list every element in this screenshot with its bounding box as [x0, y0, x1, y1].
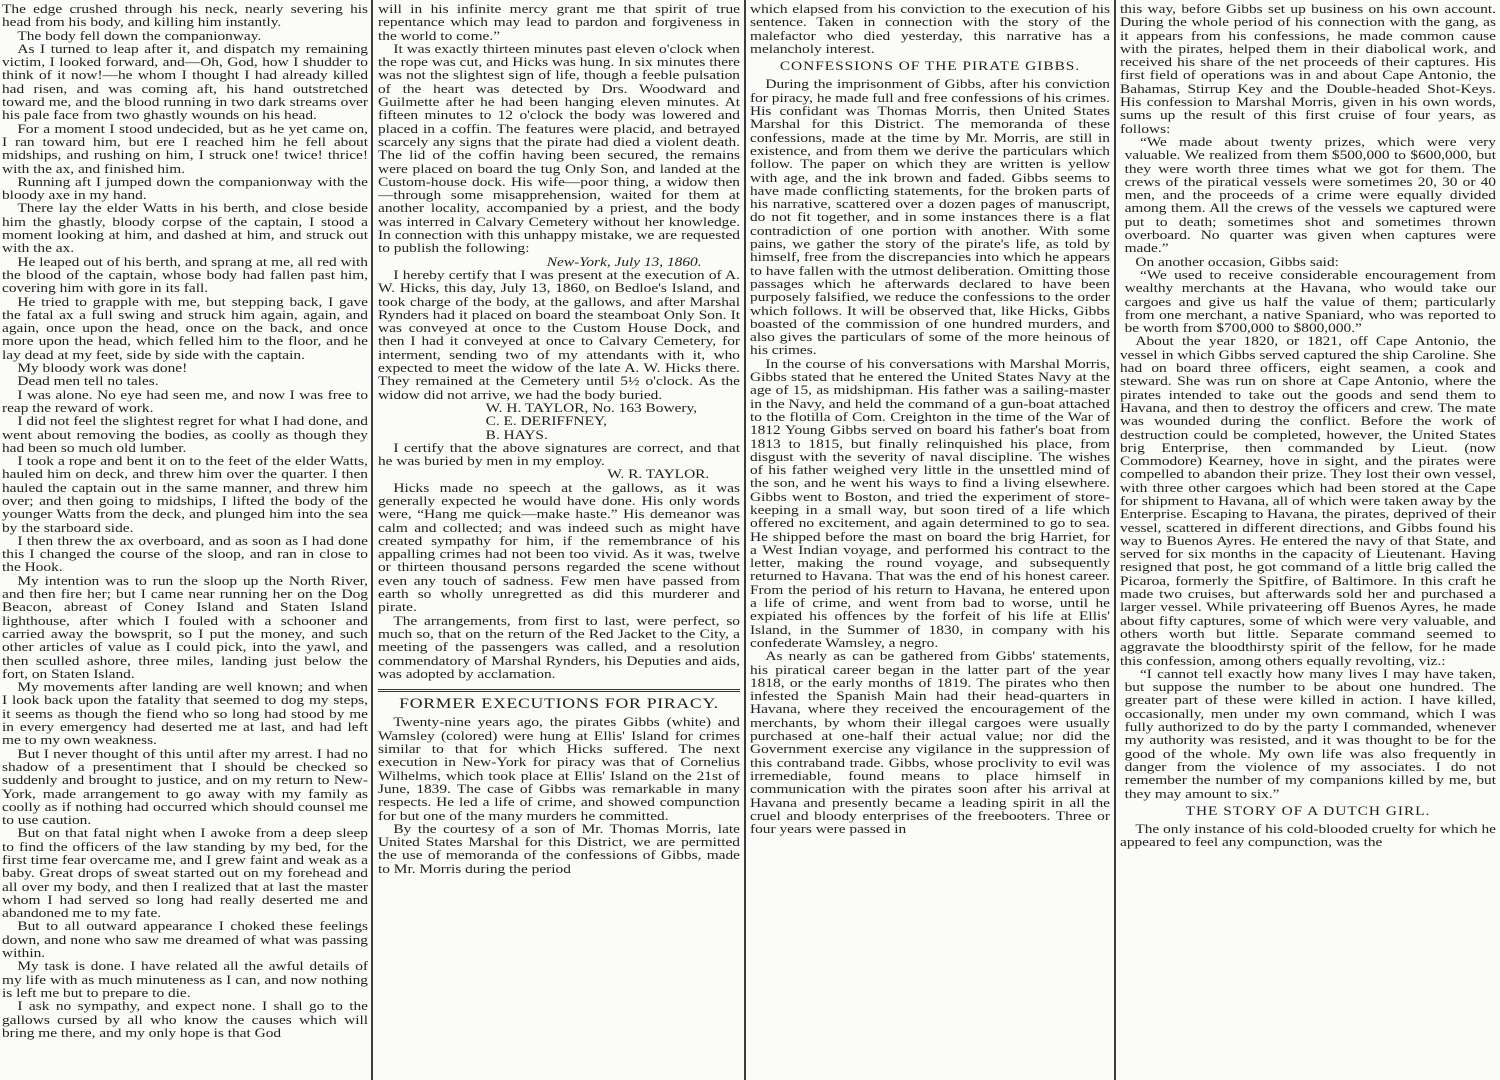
- continuation-paragraph: will in his infinite mercy grant me that spirit of true repentance which may lead to pardon and forgiveness in the world to come.”: [378, 2, 740, 43]
- paragraph: There lay the elder Watts in his berth, and close beside him the ghastly, bloody corpse of the captain, I stood a moment looking at him, and dashed at him, and struck out with the ax.: [2, 201, 368, 256]
- continuation-paragraph: The edge crushed through his neck, nearly severing his head from his body, and killing him instantly.: [2, 2, 368, 30]
- signature: C. E. DERIFFNEY,: [485, 414, 607, 429]
- attestation-signature: W. R. TAYLOR.: [607, 467, 710, 482]
- column-rule: [1114, 0, 1116, 1080]
- quote: “We used to receive considerable encouragement from wealthy merchants at the Havana, who would take our cargoes and give us half the value of them; particularly from one merchant, a native Spaniard, who was reported to be worth from $700,000 to $800,000.”: [1124, 267, 1496, 336]
- paragraph: But to all outward appearance I choked these feelings down, and none who saw me dreamed of what was passing within.: [2, 919, 368, 961]
- paragraph: It was exactly thirteen minutes past eleven o'clock when the rope was cut, and Hicks was hung. In six minutes there was not the slightest sign of life, though a feeble pulsation of the heart was detected by Drs. Woodward and Guilmette after he had been hanging eleven minutes. At fifteen minutes to 12 o'clock the body was lowered and placed in a coffin. The features were placid, and betrayed scarcely any signs that the pirate had died a violent death. The lid of the coffin having been secured, the remains were placed on board the tug Only Son, and landed at the Custom-house dock. His wife—poor thing, a widow then—through some misapprehension, waited for them at another locality, accompanied by a priest, and the body was interred in Calvary Cemetery without her knowledge. In connection with this unhappy mistake, we are requested to publish the following:: [378, 41, 740, 256]
- paragraph: Dead men tell no tales.: [17, 374, 159, 389]
- paragraph: During the imprisonment of Gibbs, after his conviction for piracy, he made full and free confessions of his crimes. His confidant was Thomas Morris, then United States Marshal for this District. The memoranda of these confessions, made at the time by Mr. Morris, are still in existence, and from them we derive the particulars which follow. The paper on which they are written is yellow with age, and the ink brown and faded. Gibbs seems to have made conflicting statements, for the broken parts of his narrative, scattered over a dozen pages of manuscript, do not fit together, and in some instances there is a flat contradiction of one portion with another. With some pains, we gather the story of the pirate's life, as told by himself, free from the discrepancies into which he appears to have fallen with the utmost deliberation. Omitting those passages which he afterwards declared to have been purposely falsified, we reduce the confessions to the order which follows. It will be observed that, like Hicks, Gibbs boasted of the commission of one hundred murders, and also gives the particulars of some of the more heinous of his crimes.: [750, 77, 1110, 358]
- paragraph: My task is done. I have related all the awful details of my life with as much minuteness as I can, and now nothing is left me but to prepare to die.: [2, 959, 368, 1000]
- paragraph: I hereby certify that I was present at the execution of A. W. Hicks, this day, July 13, 1860, on Bedloe's Island, and took charge of the body, at the gallows, and after Marshal Rynders had it placed on board the steamboat Only Son. It was conveyed at once to the Custom House Dock, and then I had it conveyed at once to Calvary Cemetery, for interment, sending two of my attendants with it, who expected to meet the widow of the late A. W. Hicks there. They remained at the Cemetery until 5½ o'clock. As the widow did not arrive, we had the body buried.: [378, 267, 740, 402]
- paragraph: I took a rope and bent it on to the feet of the elder Watts, hauled him on deck, and threw him over the quarter. I then hauled the captain out in the same manner, and threw him over; and then going to midships, I lifted the body of the younger Watts from the deck, and plunged him into the sea by the starboard side.: [2, 454, 368, 535]
- column-2: [378, 0, 740, 1080]
- paragraph: He tried to grapple with me, but stepping back, I gave the fatal ax a full swing and struck him again, again, and again, once upon the head, once on the back, and once more upon the head, which felled him to the floor, and he lay dead at my feet, side by side with the captain.: [2, 294, 368, 362]
- subheading: THE STORY OF A DUTCH GIRL.: [1185, 803, 1431, 818]
- paragraph: He leaped out of his berth, and sprang at me, all red with the blood of the captain, whose body had fallen past him, covering him with gore in its fall.: [2, 254, 368, 296]
- paragraph: About the year 1820, or 1821, off Cape Antonio, the vessel in which Gibbs served captured the ship Caroline. She had on board three officers, eight seamen, a cook and steward. She was run on shore at Cape Antonio, where the pirates intended to take out the goods and send them to Havana, and then to destroy the officers and crew. The mate was wounded during the conflict. Before the work of destruction could be completed, however, the United States brig Enterprise, then commanded by Lieut. (now Commodore) Kearney, hove in sight, and the pirates were compelled to abandon their prize. They lost their own vessel, with three other cargoes which had been stored at the Cape for shipment to Havana, all of which were taken away by the Enterprise. Escaping to Havana, the pirates, deprived of their vessel, scattered in different directions, and Gibbs found his way to Buenos Ayres. He entered the navy of that State, and served for six months in the capacity of Lieutenant. Having resigned that post, he got command of a little brig called the Picaroa, formerly the Spitfire, of Baltimore. In this craft he made two cruises, but afterwards sold her and purchased a larger vessel. While privateering off Buenos Ayres, he made about fifty captures, some of which were very valuable, and others worth but little. Separate command seemed to aggravate the bloodthirsty spirit of the fellow, for he made this confession, among others equally revolting, viz.:: [1120, 334, 1496, 668]
- column-4: [1120, 0, 1496, 1080]
- paragraph: The only instance of his cold-blooded cruelty for which he appeared to feel any compunction, was the: [1120, 822, 1496, 850]
- paragraph: In the course of his conversations with Marshal Morris, Gibbs stated that he entered the United States Navy at the age of 15, as midshipman. His father was a sailing-master in the Navy, and held the command of a gun-boat attached to the flotilla of Com. Creighton in the time of the War of 1812 Young Gibbs served on board his father's boat from 1813 to 1815, but finally relinquished his place, from disgust with the severity of naval discipline. The wishes of his father weighed very little in the unsettled mind of the son, and he went his ways to find a living elsewhere. Gibbs went to Boston, and tried the experiment of store-keeping in a small way, but soon tired of a life which offered no excitement, and again determined to go to sea. He shipped before the mast on board the brig Harriet, for a West Indian voyage, and performed his contract to the letter, making the round voyage, and subsequently returned to Havana. That was the end of his honest career. From the period of his return to Havana, he entered upon a life of crime, and went from bad to worse, until he expiated his offences by the forfeit of his life at Ellis' Island, in the Summer of 1830, in company with his confederate Wamsley, a negro.: [750, 356, 1110, 650]
- article-heading: FORMER EXECUTIONS FOR PIRACY.: [378, 689, 740, 711]
- paragraph: Twenty-nine years ago, the pirates Gibbs (white) and Wamsley (colored) were hung at Ellis' Island for crimes similar to that for which Hicks suffered. The next execution in New-York for piracy was that of Cornelius Wilhelms, which took place at Ellis' Island on the 21st of June, 1839. The case of Gibbs was remarkable in many respects. He led a life of crime, and showed compunction for but one of the many murders he committed.: [378, 715, 740, 823]
- quote: “I cannot tell exactly how many lives I may have taken, but suppose the number to be about one hundred. The greater part of these were killed in action. I have killed, occasionally, men under my own command, which I was fully authorized to do by the party I commanded, whenever my authority was resisted, and it was thought to be for the good of the whole. My own life was also frequently in danger from the violence of my associates. I do not remember the number of my companions killed by me, but they may amount to six.”: [1124, 666, 1496, 801]
- signature: W. H. TAYLOR, No. 163 Bowery,: [485, 400, 698, 415]
- continuation-paragraph: which elapsed from his conviction to the execution of his sentence. Taken in connection with the story of the malefactor who died yesterday, this narrative has a melancholy interest.: [750, 2, 1110, 56]
- continuation-paragraph: this way, before Gibbs set up business on his own account. During the whole period of his connection with the gang, as it appears from his confessions, he made common cause with the pirates, helped them in their diabolical work, and received his share of the net proceeds of their captures. His first field of operations was in and about Cape Antonio, the Bahamas, Stirrup Key and the Double-headed Shot-Keys. His confession to Marshal Morris, given in his own words, sums up the result of this first cruise of four years, as follows:: [1120, 2, 1496, 136]
- paragraph: I was alone. No eye had seen me, and now I was free to reap the reward of work.: [2, 387, 368, 415]
- paragraph: As I turned to leap after it, and dispatch my remaining victim, I looked forward, and—Oh, God, how I shudder to think of it now!—he whom I thought I had already killed had risen, and was coming aft, his hand outstretched toward me, and the blood running in two dark streams over his pale face from two ghastly wounds on his head.: [2, 41, 368, 123]
- column-text: [750, 0, 1110, 836]
- paragraph: I did not feel the slightest regret for what I had done, and went about removing the bodies, as coolly as though they had been so much old lumber.: [2, 414, 368, 455]
- paragraph: The body fell down the companionway.: [17, 28, 262, 43]
- paragraph: I certify that the above signatures are correct, and that he was buried by men in my employ.: [378, 440, 740, 469]
- paragraph: My movements after landing are well known; and when I look back upon the fatality that seemed to dog my steps, it seems as though the fiend who so long had stood by me in every emergency had deserted me at last, and had left me to my own weakness.: [2, 680, 368, 748]
- paragraph: Hicks made no speech at the gallows, as it was generally expected he would have done. His only words were, “Hang me quick—make haste.” His demeanor was calm and collected; and was indeed such as might have created sympathy for him, if the remembrance of his appalling crimes had not been too vivid. As it was, twelve or thirteen thousand persons regarded the scene without even any touch of sadness. Few men have passed from earth so wholly unregretted as did this murderer and pirate.: [378, 480, 740, 615]
- paragraph: My bloody work was done!: [17, 361, 188, 376]
- column-rule: [744, 0, 746, 1080]
- paragraph: On another occasion, Gibbs said:: [1135, 254, 1339, 269]
- column-3: [750, 0, 1110, 1080]
- dateline: New-York, July 13, 1860.: [546, 254, 702, 269]
- paragraph: By the courtesy of a son of Mr. Thomas Morris, late United States Marshal for this District, we are permitted the use of memoranda of the confessions of Gibbs, made to Mr. Morris during the period: [378, 821, 740, 876]
- column-text: [1120, 0, 1496, 850]
- subheading: CONFESSIONS OF THE PIRATE GIBBS.: [779, 59, 1081, 74]
- paragraph: I then threw the ax overboard, and as soon as I had done this I changed the course of the sloop, and ran in close to the Hook.: [2, 533, 368, 575]
- paragraph: I ask no sympathy, and expect none. I shall go to the gallows cursed by all who know the causes which will bring me there, and my only hope is that God: [2, 999, 368, 1040]
- signature: B. HAYS.: [485, 427, 548, 442]
- paragraph: My intention was to run the sloop up the North River, and then fire her; but I came near running her on the Dog Beacon, abreast of Coney Island and Staten Island lighthouse, after which I fouled with a schooner and carried away the bowsprit, so I put the money, and such other articles of value as I could pick, into the yawl, and then sculled ashore, three miles, landing just below the fort, on Staten Island.: [2, 573, 368, 681]
- paragraph: As nearly as can be gathered from Gibbs' statements, his piratical career began in the latter part of the year 1818, or the early months of 1819. The pirates who then infested the Spanish Main had their head-quarters in Havana, where they received the encouragement of the merchants, by whom their illegal cargoes were usually purchased at one-half their actual value; nor did the Government exercise any vigilance in the suppression of this contraband trade. Gibbs, whose proclivity to evil was irremediable, found means to place himself in communication with the pirates soon after his arrival at Havana and presently became a leading spirit in all the cruel and bloody enterprises of the freebooters. Three or four years were passed in: [750, 649, 1110, 837]
- paragraph: The arrangements, from first to last, were perfect, so much so, that on the return of the Red Jacket to the City, a meeting of the passengers was called, and a resolution commendatory of Marshal Rynders, his Deputies and aids, was adopted by acclamation.: [378, 613, 740, 681]
- column-rule: [371, 0, 373, 1080]
- paragraph: For a moment I stood undecided, but as he yet came on, I ran toward him, but ere I reached him he fell about midships, and rushing on him, I struck one! twice! thrice! with the ax, and finished him.: [2, 121, 368, 176]
- paragraph: But on that fatal night when I awoke from a deep sleep to find the officers of the law standing by my bed, for the first time fear overcame me, and I grew faint and weak as a baby. Great drops of sweat started out on my forehead and all over my body, and then I realized that at last the master whom I had served so long had really deserted me and abandoned me to my fate.: [2, 826, 368, 921]
- quote: “We made about twenty prizes, which were very valuable. We realized from them $500,000 to $600,000, but they were worth three times what we got for them. The crews of the piratical vessels were sometimes 20, 30 or 40 men, and the proceeds of a crime were equally divided among them. All the crews of the vessels we captured were put to death; sometimes shot and sometimes thrown overboard. No quarter was given when captures were made.”: [1124, 134, 1496, 256]
- paragraph: But I never thought of this until after my arrest. I had no shadow of a presentiment that I should be checked so suddenly and brought to justice, and on my return to New-York, made arrangement to go away with my family as coolly as if nothing had occurred which should counsel me to use caution.: [2, 746, 368, 828]
- column-text: [378, 0, 740, 876]
- column-text: [2, 0, 368, 1040]
- paragraph: Running aft I jumped down the companionway with the bloody axe in my hand.: [2, 174, 368, 203]
- column-1: [2, 0, 368, 1080]
